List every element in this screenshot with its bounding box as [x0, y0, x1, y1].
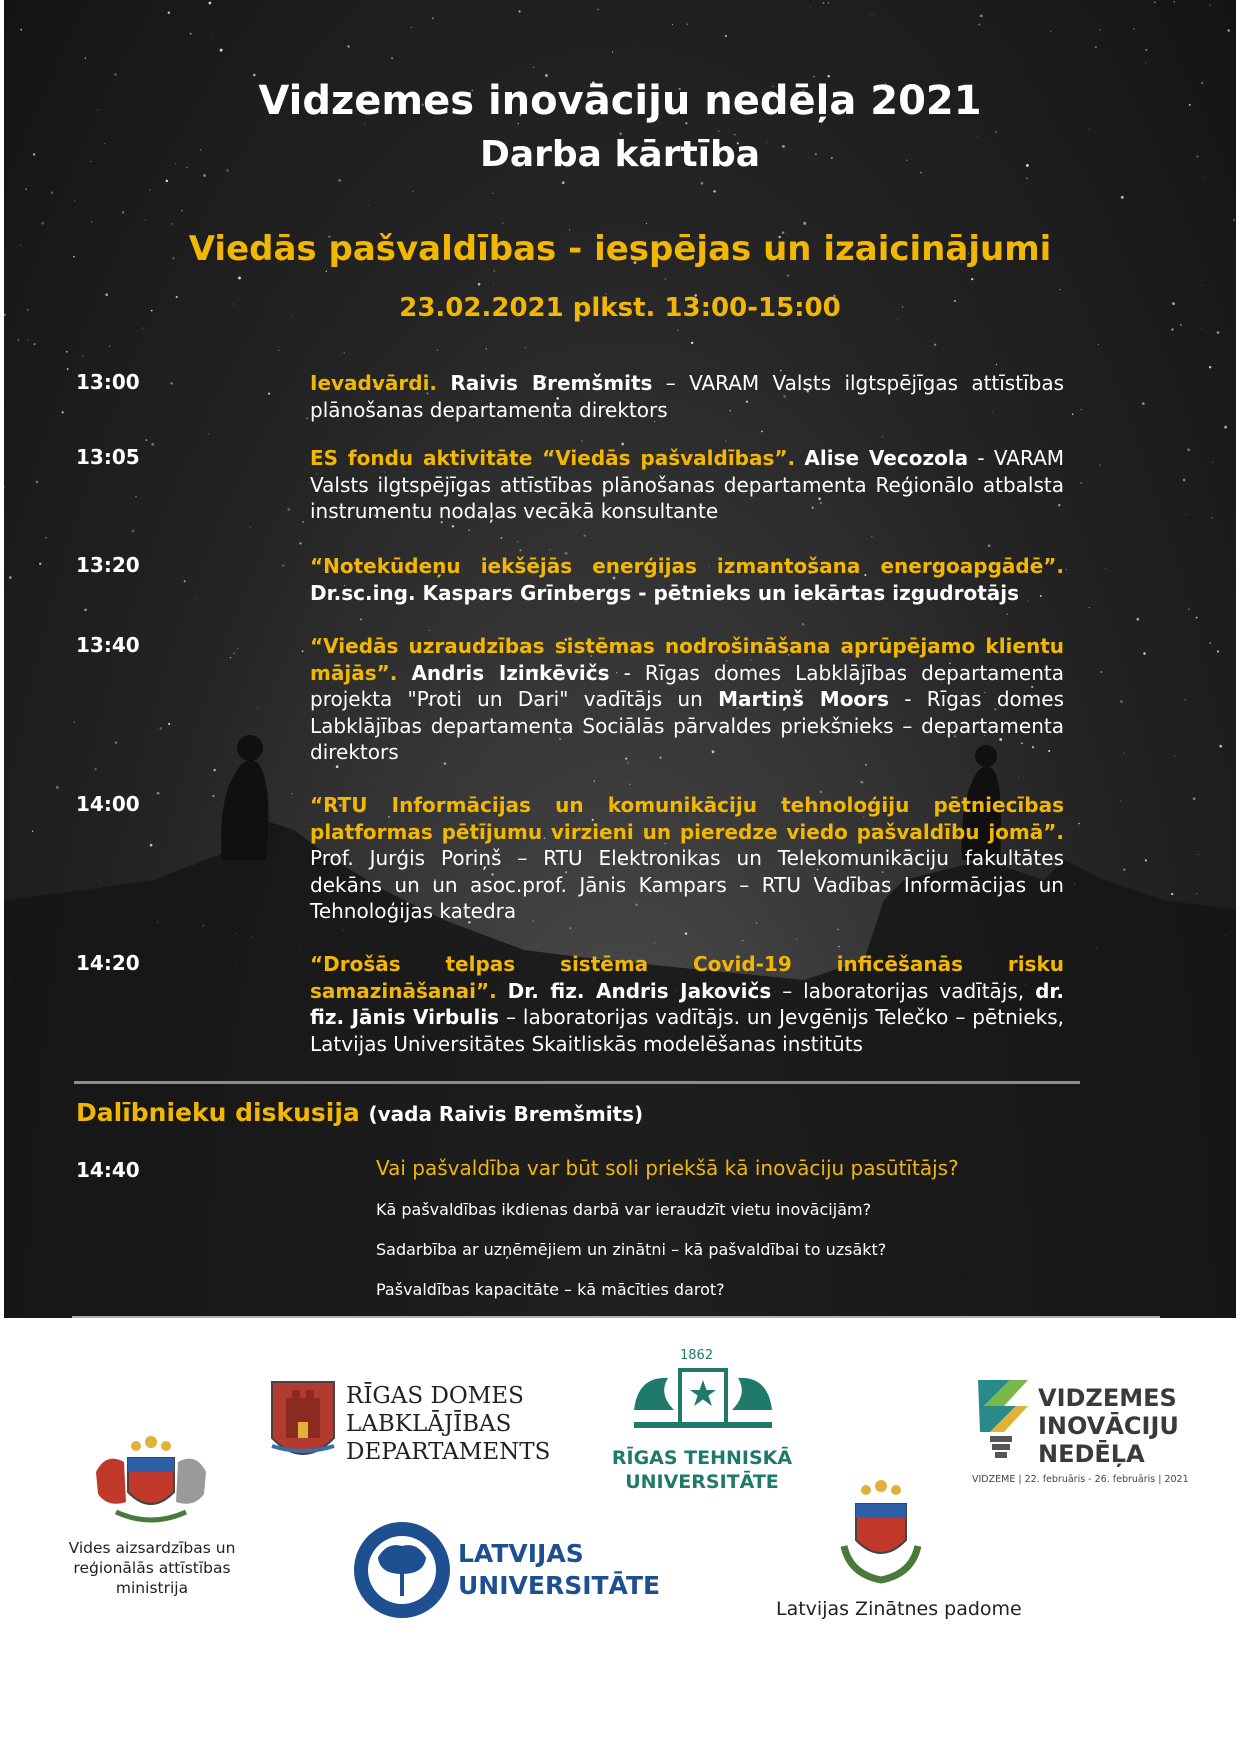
discussion-heading	[76, 1098, 643, 1127]
logo-line: Vides aizsardzības un	[68, 1539, 236, 1557]
riga-logo-text	[346, 1382, 550, 1466]
agenda-details: - Rīgas domes Labklājības departamenta Sociālās pārvaldes priekšnieks – departamenta direktors	[310, 687, 1064, 764]
logo-line: INOVĀCIJU	[1038, 1412, 1179, 1440]
agenda-topic: “RTU Informācijas un komunikāciju tehnoloģiju pētniecības platformas pētījumu virzieni un pieredze viedo pašvaldību jomā”.	[310, 793, 1064, 844]
vin-logo-subtext: VIDZEME | 22. februāris - 26. februāris | 2021	[972, 1474, 1189, 1485]
agenda-description	[310, 445, 1064, 525]
poster-subtitle: Darba kārtība	[479, 134, 761, 175]
logo-line: RĪGAS DOMES	[346, 1383, 524, 1409]
agenda-topic: ES fondu aktivitāte “Viedās pašvaldības”.	[310, 446, 796, 470]
agenda-speaker: Martiņš Moors	[718, 687, 889, 711]
logo-line: UNIVERSITĀTE	[458, 1571, 661, 1600]
discussion-moderator: (vada Raivis Bremšmits)	[368, 1102, 644, 1126]
agenda-description	[310, 633, 1064, 766]
logo-line: LATVIJAS	[458, 1539, 584, 1568]
vidzemes-innovation-week-bulb-logo	[970, 1372, 1036, 1462]
logo-line: RĪGAS TEHNISKĀ	[611, 1447, 793, 1469]
rtu-year: 1862	[680, 1348, 714, 1363]
section-divider	[74, 1081, 1080, 1084]
logo-line: LABKLĀJĪBAS	[346, 1411, 512, 1437]
lu-logo-text	[458, 1538, 660, 1602]
riga-coat-of-arms-logo	[268, 1378, 338, 1470]
agenda-time: 14:20	[76, 951, 140, 975]
varam-coat-of-arms-logo	[86, 1432, 216, 1532]
lzp-coat-of-arms-logo	[836, 1476, 926, 1586]
rtu-logo-text	[602, 1446, 802, 1494]
discussion-time: 14:40	[76, 1158, 140, 1182]
vin-logo-text	[1038, 1384, 1179, 1468]
varam-logo-text	[62, 1538, 242, 1598]
discussion-question: Pašvaldības kapacitāte – kā mācīties darot?	[376, 1280, 725, 1299]
agenda-time: 13:20	[76, 553, 140, 577]
agenda-details: – laboratorijas vadītājs,	[771, 978, 1036, 1003]
agenda-details: Prof. Jurģis Poriņš – RTU Elektronikas un Telekomunikāciju fakultātes dekāns un un asoc.prof. Jānis Kampars – RTU Vadības Informācijas un Tehnoloģijas katedra	[310, 846, 1064, 923]
agenda-speaker: Dr.sc.ing. Kaspars Grīnbergs - pētnieks un iekārtas izgudrotājs	[310, 580, 1020, 605]
agenda-description	[310, 553, 1064, 606]
poster-title: Vidzemes inovāciju nedēļa 2021	[258, 78, 982, 124]
session-title: Viedās pašvaldības - iespējas un izaicinājumi	[188, 229, 1052, 269]
logo-line: reģionālās attīstības	[73, 1559, 231, 1577]
rtu-emblem-logo	[628, 1366, 778, 1440]
agenda-description	[310, 951, 1064, 1057]
agenda-speaker: Alise Vecozola	[804, 446, 969, 470]
logo-line: ministrija	[115, 1579, 189, 1597]
lu-seal-logo	[352, 1520, 452, 1620]
agenda-speaker: Dr. fiz. Andris Jakovičs	[507, 978, 772, 1003]
discussion-question: Sadarbība ar uzņēmējiem un zinātni – kā pašvaldībai to uzsākt?	[376, 1240, 887, 1259]
agenda-topic: “Notekūdeņu iekšējās enerģijas izmantošana energoapgādē”.	[310, 554, 1064, 578]
agenda-topic: Ievadvārdi.	[310, 371, 438, 395]
agenda-details: - Rīgas domes Labklājības departamenta projekta "Proti un Dari" vadītājs un	[310, 660, 1065, 711]
agenda-details: – VARAM Valsts ilgtspējīgas attīstības plānošanas departamenta direktors	[310, 371, 1065, 422]
agenda-details: - VARAM Valsts ilgtspējīgas attīstības plānošanas departamenta Reģionālo atbalsta instrumentu nodaļas vecākā konsultante	[310, 446, 1064, 523]
agenda-speaker: Andris Izinkēvičs	[411, 660, 610, 685]
agenda-description	[310, 370, 1064, 423]
agenda-description	[310, 792, 1064, 925]
agenda-time: 13:00	[76, 370, 140, 394]
agenda-time: 13:40	[76, 633, 140, 657]
session-date: 23.02.2021 plkst. 13:00-15:00	[399, 293, 841, 323]
agenda-time: 14:00	[76, 792, 140, 816]
logo-line: UNIVERSITĀTE	[625, 1471, 779, 1493]
logo-line: VIDZEMES	[1038, 1384, 1177, 1412]
agenda-details: – laboratorijas vadītājs. un Jevgēnijs Telečko – pētnieks, Latvijas Universitātes Skaitliskās modelēšanas institūts	[310, 1005, 1064, 1056]
agenda-topic: “Drošās telpas sistēma Covid-19 inficēšanās risku samazināšanai”.	[310, 952, 1064, 1003]
discussion-title: Dalībnieku diskusija	[76, 1098, 360, 1127]
discussion-main-question: Vai pašvaldība var būt soli priekšā kā inovāciju pasūtītājs?	[376, 1156, 959, 1180]
lzp-logo-text: Latvijas Zinātnes padome	[776, 1598, 1022, 1620]
agenda-speaker: Raivis Bremšmits	[450, 371, 653, 395]
agenda-speaker: dr. fiz. Jānis Virbulis	[310, 978, 1064, 1029]
agenda-topic: “Viedās uzraudzības sistēmas nodrošināšana aprūpējamo klientu mājās”.	[310, 634, 1064, 685]
logo-line: NEDĒĻA	[1038, 1440, 1145, 1468]
poster-background	[4, 0, 1236, 1318]
agenda-time: 13:05	[76, 445, 140, 469]
logo-line: DEPARTAMENTS	[346, 1439, 551, 1465]
footer-divider	[72, 1316, 1160, 1318]
discussion-question: Kā pašvaldības ikdienas darbā var ieraudzīt vietu inovācijām?	[376, 1200, 872, 1219]
